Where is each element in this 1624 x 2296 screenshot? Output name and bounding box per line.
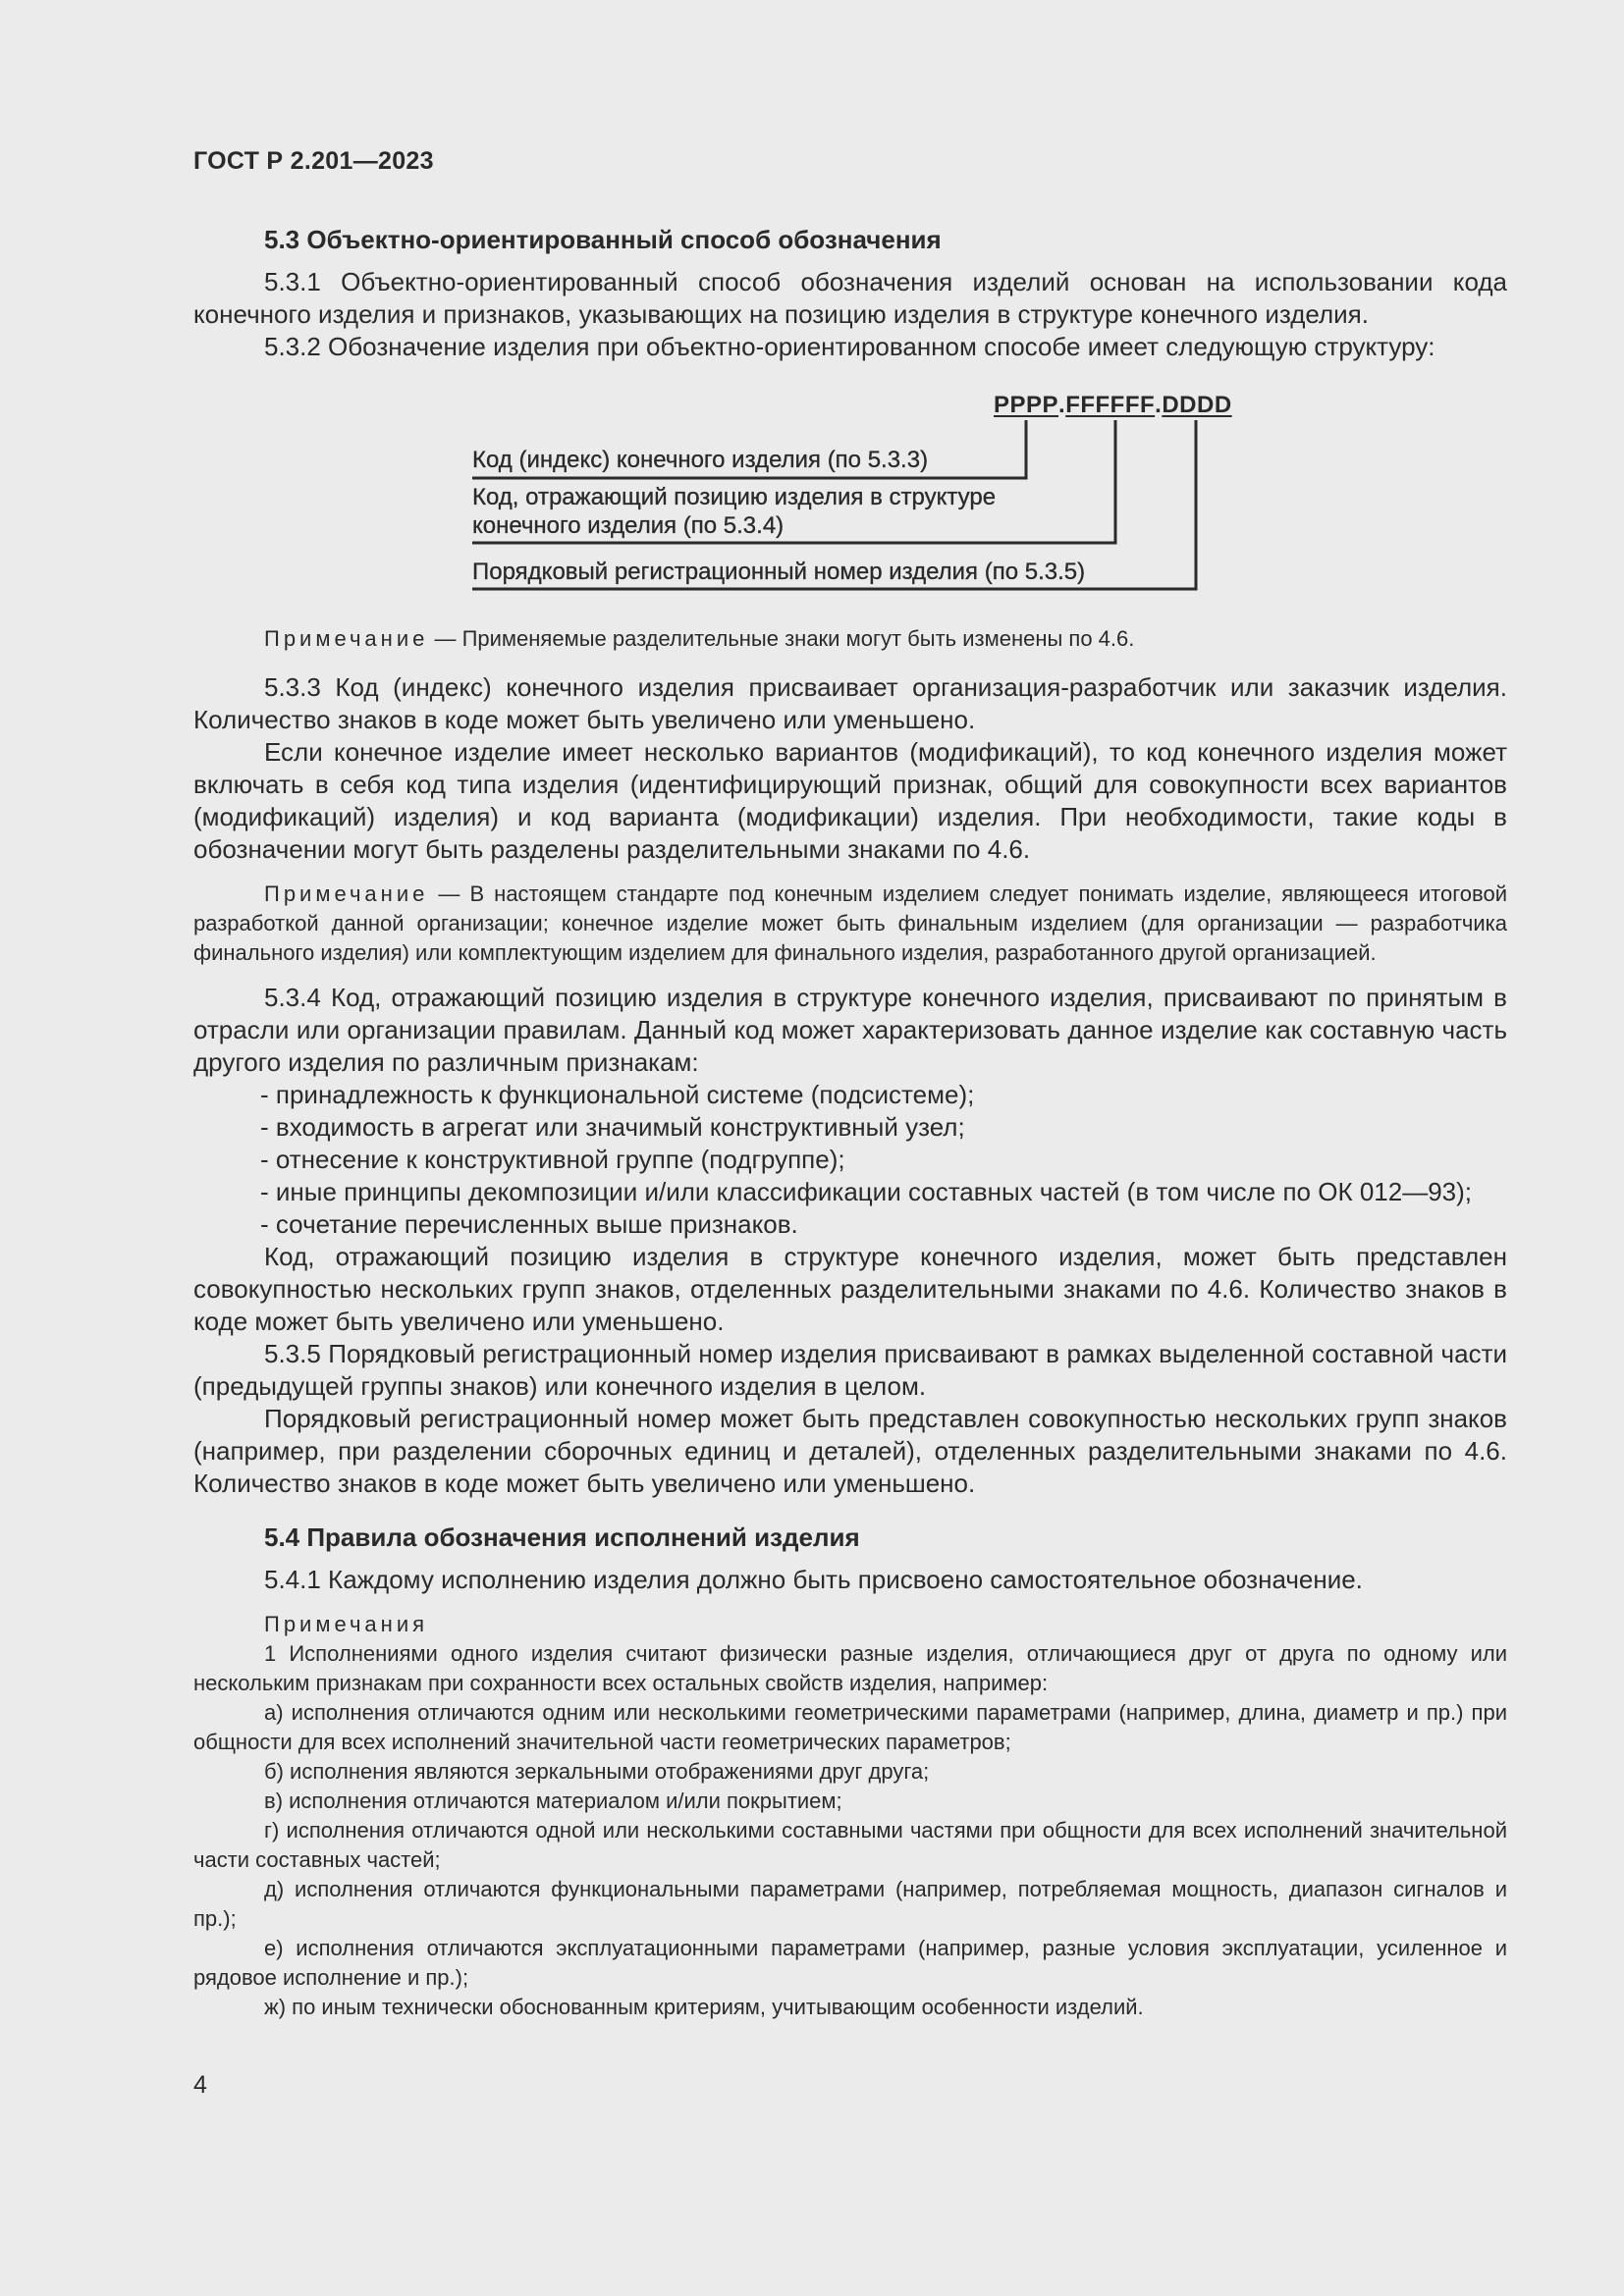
page-number: 4 xyxy=(193,2071,207,2099)
paragraph-5-3-3: 5.3.3 Код (индекс) конечного изделия присваивает организация-разработчик или заказчик изделия. Количество знаков в коде может быть увеличено или уменьшено. xyxy=(193,672,1507,734)
paragraph-5-3-4-groups: Код, отражающий позицию изделия в структуре конечного изделия, может быть представлен совокупностью нескольких групп знаков, отделенных разделительными знаками по 4.6. Количество знаков в коде может быть увеличено или уменьшено. xyxy=(193,1242,1507,1336)
paragraph-5-4-1: 5.4.1 Каждому исполнению изделия должно быть присвоено самостоятельное обозначение. xyxy=(264,1565,1363,1594)
notes-heading xyxy=(193,1610,1507,1639)
paragraph-5-3-5-groups: Порядковый регистрационный номер может быть представлен совокупностью нескольких групп знаков (например, при разделении сборочных единиц и деталей), отделенных разделительными знаками по 4.6. Количество знаков в коде может быть увеличено или уменьшено. xyxy=(193,1404,1507,1498)
note-item: е) исполнения отличаются эксплуатационными параметрами (например, разные условия эксплуатации, усиленное и рядовое исполнение и пр.); xyxy=(193,1936,1507,1990)
designation-code xyxy=(994,389,1232,421)
note-1: 1 Исполнениями одного изделия считают физически разные изделия, отличающиеся друг от друга по одному или нескольким признакам при сохранности всех остальных свойств изделия, например: xyxy=(193,1641,1507,1695)
list-item: - иные принципы декомпозиции и/или классификации составных частей (в том числе по ОК 012—93); xyxy=(260,1177,1473,1206)
code-separator-1: . xyxy=(1058,392,1066,418)
paragraph-5-3-5: 5.3.5 Порядковый регистрационный номер изделия присваивают в рамках выделенной составной части (предыдущей группы знаков) или конечного изделия в целом. xyxy=(193,1339,1507,1401)
note-item: ж) по иным технически обоснованным критериям, учитывающим особенности изделий. xyxy=(264,1995,1144,2019)
list-item: - отнесение к конструктивной группе (подгруппе); xyxy=(260,1145,845,1174)
code-separator-2: . xyxy=(1155,392,1163,418)
note-item: д) исполнения отличаются функциональными параметрами (например, потребляемая мощность, диапазон сигналов и пр.); xyxy=(193,1877,1507,1931)
note-end-product xyxy=(193,880,1507,968)
paragraph-5-3-2: 5.3.2 Обозначение изделия при объектно-ориентированном способе имеет следующую структуру: xyxy=(264,332,1435,361)
section-heading-5-4: 5.4 Правила обозначения исполнений изделия xyxy=(264,1522,860,1552)
note-label: Примечание xyxy=(264,881,429,906)
document-header: ГОСТ Р 2.201—2023 xyxy=(193,147,434,175)
diagram-label-position-code-line1: Код, отражающий позицию изделия в структуре xyxy=(472,484,997,510)
note-text: — В настоящем стандарте под конечным изделием следует понимать изделие, являющееся итоговой разработкой данной организации; конечное изделие может быть финальным изделием (для организации — разработчика финального изделия) или комплектующим изделием для финального изделия, разработанного другой организацией. xyxy=(193,881,1507,965)
note-separators xyxy=(193,624,1507,654)
section-heading-5-3: 5.3 Объектно-ориентированный способ обозначения xyxy=(264,225,942,254)
designation-structure-diagram xyxy=(193,381,1507,607)
notes-label: Примечания xyxy=(264,1612,429,1636)
list-item: - принадлежность к функциональной системе (подсистеме); xyxy=(260,1080,975,1109)
list-item: - сочетание перечисленных выше признаков. xyxy=(260,1209,798,1239)
paragraph-5-3-4: 5.3.4 Код, отражающий позицию изделия в структуре конечного изделия, присваивают по принятым в отрасли или организации правилам. Данный код может характеризовать данное изделие как составную часть другого изделия по различным признакам: xyxy=(193,983,1507,1077)
note-text: — Применяемые разделительные знаки могут быть изменены по 4.6. xyxy=(428,626,1135,651)
note-item: в) исполнения отличаются материалом и/или покрытием; xyxy=(264,1789,842,1813)
code-part-pppp: PPPP xyxy=(994,392,1059,418)
note-item: г) исполнения отличаются одной или несколькими составными частями при общности для всех исполнений значительной части составных частей; xyxy=(193,1818,1507,1872)
note-label: Примечание xyxy=(264,626,429,651)
note-item: б) исполнения являются зеркальными отображениями друг друга; xyxy=(264,1759,930,1784)
note-item: а) исполнения отличаются одним или несколькими геометрическими параметрами (например, длина, диаметр и пр.) при общности для всех исполнений значительной части геометрических параметров; xyxy=(193,1700,1507,1754)
diagram-label-position-code-line2: конечного изделия (по 5.3.4) xyxy=(472,512,785,539)
diagram-label-end-product-code: Код (индекс) конечного изделия (по 5.3.3) xyxy=(472,447,929,473)
code-part-ffffff: FFFFFF xyxy=(1065,392,1156,418)
code-part-dddd: DDDD xyxy=(1162,392,1232,418)
paragraph-5-3-1: 5.3.1 Объектно-ориентированный способ обозначения изделий основан на использовании кода конечного изделия и признаков, указывающих на позицию изделия в структуре конечного изделия. xyxy=(193,267,1507,329)
document-body xyxy=(193,224,1507,2022)
list-item: - входимость в агрегат или значимый конструктивный узел; xyxy=(260,1112,965,1142)
diagram-label-registration-number: Порядковый регистрационный номер изделия (по 5.3.5) xyxy=(472,559,1086,585)
paragraph-5-3-3-variants: Если конечное изделие имеет несколько вариантов (модификаций), то код конечного изделия может включать в себя код типа изделия (идентифицирующий признак, общий для совокупности всех вариантов (модификаций) изделия) и код варианта (модификации) изделия. При необходимости, такие коды в обозначении могут быть разделены разделительными знаками по 4.6. xyxy=(193,737,1507,864)
